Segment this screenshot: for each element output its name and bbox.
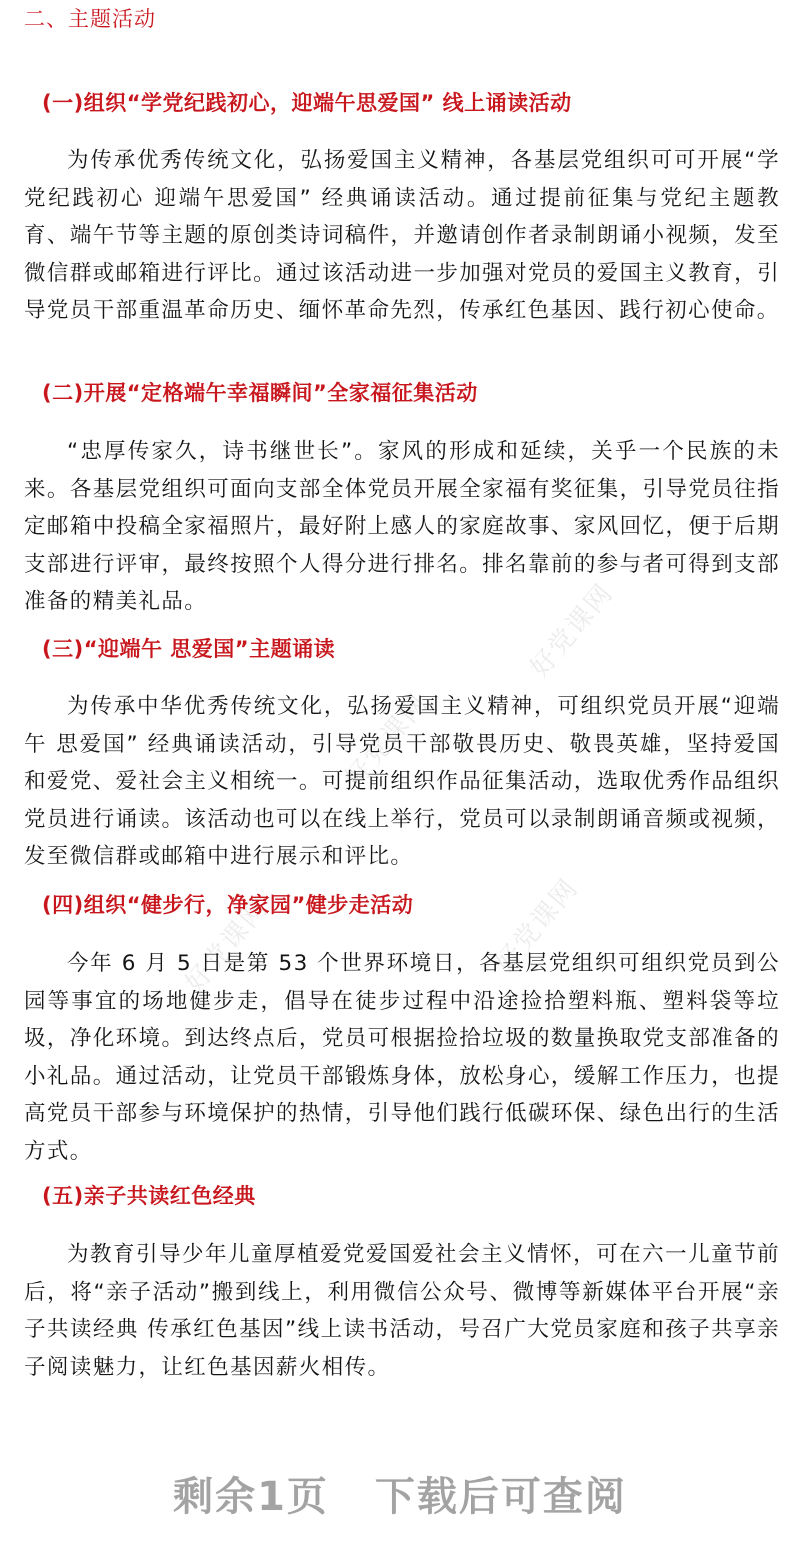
activity-paragraph-1: 为传承优秀传统文化，弘扬爱国主义精神，各基层党组织可可开展“学党纪践初心 迎端午思爱国” 经典诵读活动。通过提前征集与党纪主题教育、端午节等主题的原创类诗词稿件，并邀请创作者录制朗诵小视频，发至微信群或邮箱进行评比。通过该活动进一步加强对党员的爱国主义教育，引导党员干部重温革命历史、缅怀革命先烈，传承红色基因、践行初心使命。 xyxy=(24,148,780,324)
activity-paragraph-2: “忠厚传家久，诗书继世长”。家风的形成和延续，关乎一个民族的未来。各基层党组织可面向支部全体党员开展全家福有奖征集，引导党员往指定邮箱中投稿全家福照片，最好附上感人的家庭故事、家风回忆，便于后期支部进行评审，最终按照个人得分进行排名。排名靠前的参与者可得到支部准备的精美礼品。 xyxy=(24,439,780,615)
activity-heading-3: (三)“迎端午 思爱国”主题诵读 xyxy=(42,637,336,661)
activity-heading-4: (四)组织“健步行，净家园”健步走活动 xyxy=(42,893,414,917)
download-to-view-label: 下载后可查阅 xyxy=(374,1474,627,1520)
activity-paragraph-3: 为传承中华优秀传统文化，弘扬爱国主义精神，可组织党员开展“迎端午 思爱国” 经典诵读活动，引导党员干部敬畏历史、敬畏英雄，坚持爱国和爱党、爱社会主义相统一。可提前组织作品征集活动，选取优秀作品组织党员进行诵读。该活动也可以在线上举行，党员可以录制朗诵音频或视频，发至微信群或邮箱中进行展示和评比。 xyxy=(24,694,780,870)
activity-heading-1: (一)组织“学党纪践初心，迎端午思爱国” 线上诵读活动 xyxy=(42,91,572,115)
section-title: 二、主题活动 xyxy=(24,7,156,31)
activity-paragraph-5: 为教育引导少年儿童厚植爱党爱国爱社会主义情怀，可在六一儿童节前后，将“亲子活动”搬到线上，利用微信公众号、微博等新媒体平台开展“亲子共读经典 传承红色基因”线上读书活动，号召广大党员家庭和孩子共享亲子阅读魅力，让红色基因薪火相传。 xyxy=(24,1242,780,1380)
remaining-pages-label: 剩余1页 xyxy=(173,1474,329,1520)
download-notice[interactable] xyxy=(0,1465,800,1522)
activity-heading-5: (五)亲子共读红色经典 xyxy=(42,1184,256,1208)
watermark: 好党课网 xyxy=(179,893,275,999)
activity-paragraph-4: 今年 6 月 5 日是第 53 个世界环境日，各基层党组织可组织党员到公园等事宜的场地健步走，倡导在徒步过程中沿途捡拾塑料瓶、塑料袋等垃圾，净化环境。到达终点后，党员可根据捡拾垃圾的数量换取党支部准备的小礼品。通过活动，让党员干部锻炼身体，放松身心，缓解工作压力，也提高党员干部参与环境保护的热情，引导他们践行低碳环保、绿色出行的生活方式。 xyxy=(24,951,780,1164)
activity-heading-2: (二)开展“定格端午幸福瞬间”全家福征集活动 xyxy=(42,381,478,405)
watermark: 好党课网 xyxy=(524,578,620,684)
watermark: 好党课网 xyxy=(339,688,435,794)
watermark: 好党课网 xyxy=(489,873,585,979)
